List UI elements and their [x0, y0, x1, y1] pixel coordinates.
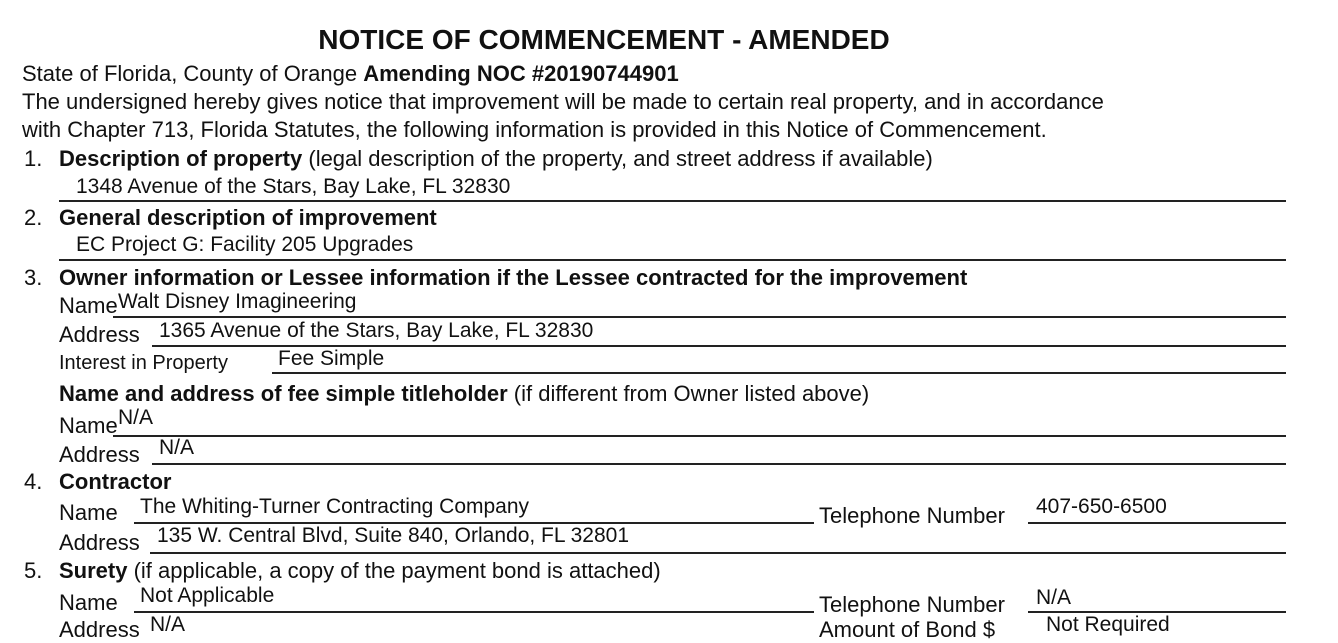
fee-holder-name-value: N/A — [118, 406, 154, 429]
property-description-underline — [59, 200, 1286, 202]
fee-holder-heading-line — [59, 381, 869, 407]
section-5-number: 5. — [24, 558, 43, 583]
fee-holder-note: (if different from Owner listed above) — [507, 381, 870, 406]
fee-holder-address-value: N/A — [159, 436, 195, 459]
amending-noc-number: Amending NOC #20190744901 — [363, 61, 679, 86]
section-3-number: 3. — [24, 265, 43, 290]
section-5-heading: Surety — [59, 558, 128, 583]
surety-phone-value: N/A — [1036, 586, 1072, 609]
contractor-phone-underline — [1028, 522, 1286, 524]
section-1-note: (legal description of the property, and street address if available) — [302, 146, 933, 171]
bond-amount-label: Amount of Bond $ — [819, 617, 996, 642]
contractor-phone-label: Telephone Number — [819, 503, 1005, 528]
section-5-heading-line — [59, 558, 661, 584]
surety-address-value: N/A — [150, 613, 186, 636]
state-county-text: State of Florida, County of Orange — [22, 61, 364, 86]
intro-line-2: with Chapter 713, Florida Statutes, the following information is provided in this Notice of Commencement. — [22, 117, 1047, 142]
section-2-number: 2. — [24, 205, 43, 230]
surety-address-label: Address — [59, 617, 140, 642]
interest-label: Interest in Property — [59, 352, 228, 374]
section-1-number: 1. — [24, 146, 43, 171]
section-2-heading: General description of improvement — [59, 205, 437, 230]
bond-amount-value: Not Required — [1046, 613, 1170, 636]
surety-name-value: Not Applicable — [140, 584, 275, 607]
owner-name-value: Walt Disney Imagineering — [118, 290, 357, 313]
surety-name-underline — [134, 611, 814, 613]
document-title: NOTICE OF COMMENCEMENT - AMENDED — [318, 24, 890, 55]
contractor-address-underline — [150, 552, 1286, 554]
section-4-number: 4. — [24, 469, 43, 494]
owner-address-label: Address — [59, 322, 140, 347]
fee-holder-name-label: Name — [59, 413, 118, 438]
owner-name-label: Name — [59, 293, 118, 318]
intro-line-1: The undersigned hereby gives notice that improvement will be made to certain real property, and in accordance — [22, 89, 1104, 114]
fee-holder-heading: Name and address of fee simple titleholder — [59, 381, 508, 406]
contractor-address-value: 135 W. Central Blvd, Suite 840, Orlando, FL 32801 — [157, 524, 629, 547]
contractor-name-label: Name — [59, 500, 118, 525]
improvement-description-value: EC Project G: Facility 205 Upgrades — [76, 233, 414, 256]
section-3-heading: Owner information or Lessee information if the Lessee contracted for the improvement — [59, 265, 968, 290]
section-4-heading: Contractor — [59, 469, 172, 494]
fee-holder-address-label: Address — [59, 442, 140, 467]
section-5-note: (if applicable, a copy of the payment bond is attached) — [127, 558, 661, 583]
surety-phone-label: Telephone Number — [819, 592, 1005, 617]
interest-value: Fee Simple — [278, 347, 385, 370]
section-1-heading-line — [59, 146, 933, 172]
contractor-address-label: Address — [59, 530, 140, 555]
interest-underline — [272, 372, 1286, 374]
contractor-name-value: The Whiting-Turner Contracting Company — [140, 495, 530, 518]
surety-name-label: Name — [59, 590, 118, 615]
contractor-phone-value: 407-650-6500 — [1036, 495, 1167, 518]
state-county-line — [22, 61, 679, 87]
section-1-heading: Description of property — [59, 146, 303, 171]
property-description-value: 1348 Avenue of the Stars, Bay Lake, FL 32830 — [76, 175, 511, 198]
owner-address-value: 1365 Avenue of the Stars, Bay Lake, FL 32830 — [159, 319, 594, 342]
fee-holder-name-underline — [113, 435, 1286, 437]
improvement-description-underline — [59, 259, 1286, 261]
fee-holder-address-underline — [152, 463, 1286, 465]
